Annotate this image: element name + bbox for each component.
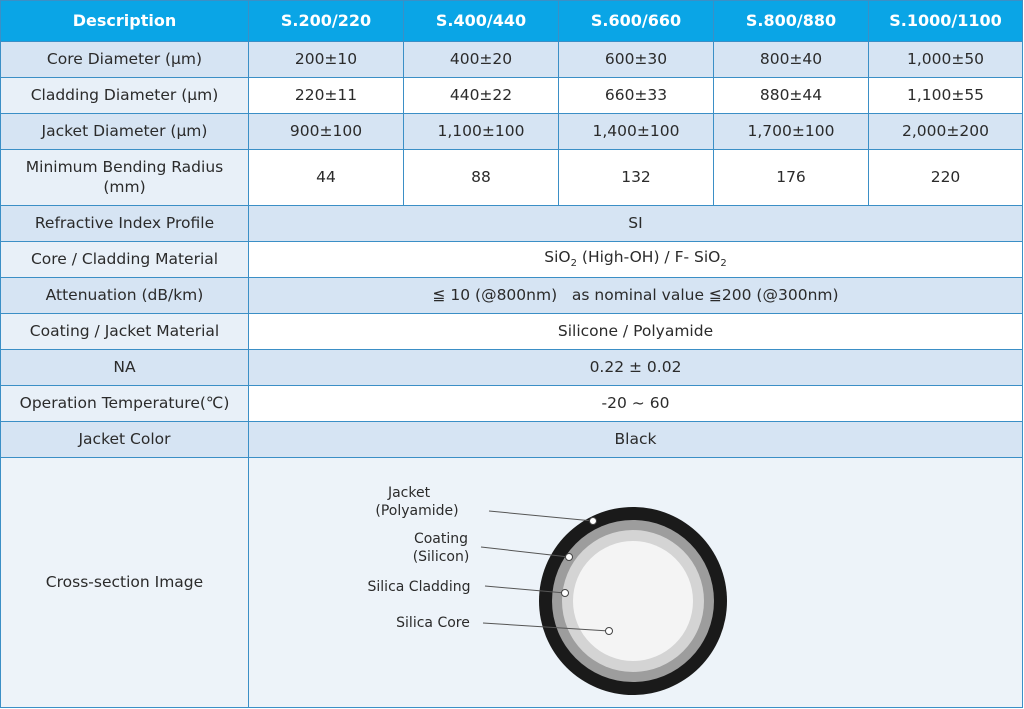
header-model: S.600/660: [559, 1, 714, 42]
cell-value: 200±10: [249, 42, 404, 78]
cell-value: 1,100±55: [869, 78, 1023, 114]
cell-value: 132: [559, 150, 714, 206]
row-coating-jacket-material: [1, 314, 1023, 350]
row-refractive-index: [1, 206, 1023, 242]
row-label: Minimum Bending Radius (mm): [1, 150, 249, 206]
row-label: Jacket Color: [1, 422, 249, 458]
cell-value: 600±30: [559, 42, 714, 78]
cell-value: 400±20: [404, 42, 559, 78]
row-na: [1, 350, 1023, 386]
cross-section-diagram: [249, 463, 1021, 703]
material-text: (High-OH) / F- SiO: [576, 248, 721, 267]
cladding-label: Silica Cladding: [367, 578, 471, 595]
cell-value: Silicone / Polyamide: [249, 314, 1023, 350]
jacket-label: (Polyamide): [375, 502, 459, 519]
subscript: 2: [720, 258, 727, 270]
leader-dot: [562, 589, 569, 596]
row-label: Coating / Jacket Material: [1, 314, 249, 350]
cell-value: 1,000±50: [869, 42, 1023, 78]
cell-value: Black: [249, 422, 1023, 458]
row-jacket-diameter: [1, 114, 1023, 150]
cell-value: 880±44: [714, 78, 869, 114]
cell-value: 88: [404, 150, 559, 206]
cell-value: 220: [869, 150, 1023, 206]
row-label: Core Diameter (μm): [1, 42, 249, 78]
cell-value: 1,100±100: [404, 114, 559, 150]
header-model: S.400/440: [404, 1, 559, 42]
row-label: Core / Cladding Material: [1, 242, 249, 278]
row-bending-radius: [1, 150, 1023, 206]
cell-value: 900±100: [249, 114, 404, 150]
header-model: S.1000/1100: [869, 1, 1023, 42]
header-model: S.800/880: [714, 1, 869, 42]
material-text: SiO: [544, 248, 571, 267]
row-label: Cross-section Image: [1, 458, 249, 708]
cell-value: 2,000±200: [869, 114, 1023, 150]
cell-value: [249, 242, 1023, 278]
row-jacket-color: [1, 422, 1023, 458]
subscript: 2: [570, 258, 577, 270]
coating-label: (Silicon): [412, 548, 470, 565]
leader-dot: [606, 627, 613, 634]
coating-label: Coating: [413, 530, 469, 547]
row-core-diameter: [1, 42, 1023, 78]
jacket-label: Jacket: [387, 484, 431, 501]
row-core-cladding-material: [1, 242, 1023, 278]
cell-value: 0.22 ± 0.02: [249, 350, 1023, 386]
row-cross-section: [1, 458, 1023, 708]
cell-value: 1,400±100: [559, 114, 714, 150]
row-label: Cladding Diameter (μm): [1, 78, 249, 114]
cell-value: 220±11: [249, 78, 404, 114]
cell-value: 1,700±100: [714, 114, 869, 150]
cell-value: SI: [249, 206, 1023, 242]
row-attenuation: [1, 278, 1023, 314]
cell-value: -20 ~ 60: [249, 386, 1023, 422]
row-label: Attenuation (dB/km): [1, 278, 249, 314]
header-model: S.200/220: [249, 1, 404, 42]
row-cladding-diameter: [1, 78, 1023, 114]
cell-value: 176: [714, 150, 869, 206]
row-label: Operation Temperature(℃): [1, 386, 249, 422]
leader-dot: [566, 553, 573, 560]
row-label: Refractive Index Profile: [1, 206, 249, 242]
header-description: Description: [1, 1, 249, 42]
core-circle: [573, 541, 693, 661]
cell-value: 800±40: [714, 42, 869, 78]
row-operation-temperature: [1, 386, 1023, 422]
core-label: Silica Core: [396, 614, 470, 631]
cell-value: 440±22: [404, 78, 559, 114]
row-label: Jacket Diameter (μm): [1, 114, 249, 150]
row-label: NA: [1, 350, 249, 386]
cell-value: 44: [249, 150, 404, 206]
cell-value: 660±33: [559, 78, 714, 114]
leader-dot: [590, 517, 597, 524]
leader-line: [489, 511, 593, 521]
cross-section-cell: [249, 458, 1023, 708]
cell-value: ≦ 10 (@800nm) as nominal value ≦200 (@300nm): [249, 278, 1023, 314]
header-row: [1, 1, 1023, 42]
